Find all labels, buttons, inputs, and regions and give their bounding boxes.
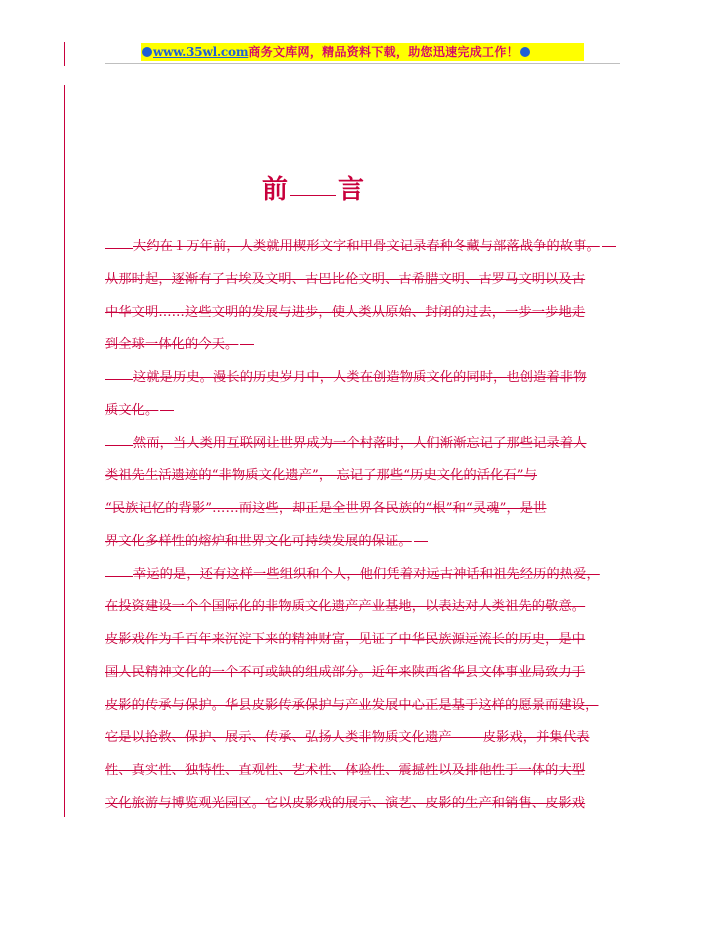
- text-line: 皮影戏作为千百年来沉淀下来的精神财富，见证了中华民族源远流长的历史，是中: [105, 632, 586, 647]
- text-line: “民族记忆的背影”……而这些，却正是全世界各民族的“根”和“灵魂”，是世: [105, 501, 547, 516]
- text-line: 国人民精神文化的一个不可或缺的组成部分。近年来陕西省华县文体事业局致力于: [105, 664, 586, 680]
- text-line: 中华文明……这些文明的发展与进步，使人类从原始、封闭的过去，一步一步地走: [105, 304, 586, 320]
- text-line: 从那时起，逐渐有了古埃及文明、古巴比伦文明、古希腊文明、古罗马文明以及古: [105, 271, 586, 287]
- text-line: 类祖先生活遗迹的“非物质文化遗产”， 忘记了那些“历史文化的活化石”与: [105, 468, 538, 484]
- body-text: [105, 231, 625, 821]
- header-banner: [141, 43, 584, 61]
- revision-bar-body: [64, 85, 65, 817]
- text-line: 质文化。: [105, 395, 625, 428]
- title-char-1: 前: [262, 175, 289, 205]
- bullet-dot-icon: [142, 47, 152, 57]
- text-line: 这就是历史。漫长的历史岁月中，人类在创造物质文化的同时，也创造着非物: [105, 362, 625, 395]
- text-line: 大约在１万年前，人类就用楔形文字和甲骨文记录春种冬藏与部落战争的故事。: [105, 231, 625, 264]
- text-line: 它是以抢救、保护、展示、传承、弘扬人类非物质文化遗产 ——皮影戏，并集代表: [105, 730, 590, 746]
- text-line: 皮影的传承与保护。华县皮影传承保护与产业发展中心正是基于这样的愿景而建设，: [105, 697, 599, 713]
- text-line: 在投资建设一个个国际化的非物质文化遗产产业基地，以表达对人类祖先的敬意。: [105, 599, 586, 615]
- page-header: [105, 41, 620, 64]
- text-line: 性、真实性、独特性、直观性、艺术性、体验性、震撼性以及排他性于一体的大型: [105, 763, 586, 778]
- text-line: 幸运的是，还有这样一些组织和个人，他们凭着对远古神话和祖先经历的热爱，: [105, 559, 625, 592]
- text-line: 然而，当人类用互联网让世界成为一个村落时，人们渐渐忘记了那些记录着人: [105, 428, 625, 461]
- page-title: [262, 170, 364, 206]
- text-line: 界文化多样性的熔炉和世界文化可持续发展的保证。: [105, 526, 625, 559]
- revision-bar-header: [64, 42, 65, 66]
- bullet-dot-icon: [520, 47, 530, 57]
- title-char-2: 言: [338, 175, 365, 205]
- title-underline-gap: [290, 194, 336, 196]
- header-message: 商务文库网，精品资料下载，助您迅速完成工作！: [248, 45, 519, 59]
- text-line: 到全球一体化的今天。: [105, 329, 625, 362]
- header-link[interactable]: www.35wl.com: [153, 45, 249, 59]
- text-line: 文化旅游与博览观光园区。它以皮影戏的展示、演艺、皮影的生产和销售、皮影戏: [105, 795, 586, 811]
